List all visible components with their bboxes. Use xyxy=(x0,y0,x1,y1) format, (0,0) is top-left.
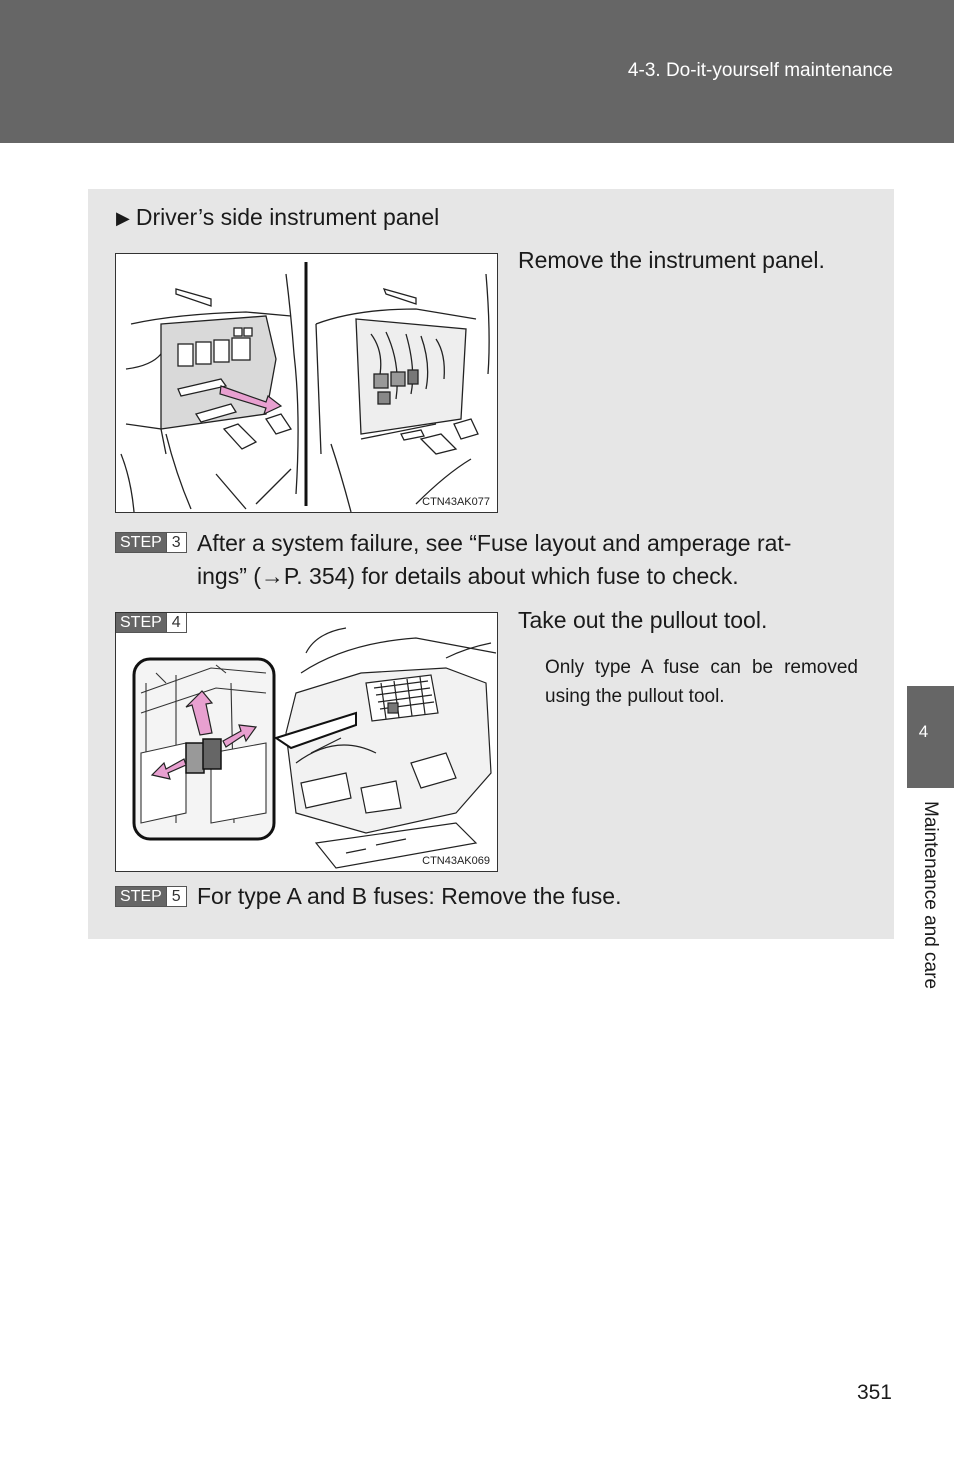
page-header xyxy=(0,0,954,143)
step-5-badge xyxy=(115,886,187,907)
page-number: 351 xyxy=(856,1381,892,1404)
chapter-label-text: Maintenance and care xyxy=(920,801,941,990)
section-heading xyxy=(116,204,439,231)
triangle-bullet-icon: ▶ xyxy=(116,208,130,228)
caption-remove-panel: Remove the instrument panel. xyxy=(518,247,825,273)
pullout-tool-illustration xyxy=(115,612,498,872)
instrument-panel-illustration xyxy=(115,253,498,513)
step-number: 3 xyxy=(166,533,186,552)
step-3-badge xyxy=(115,532,187,553)
section-title: 4-3. Do-it-yourself maintenance xyxy=(627,60,893,81)
step-4-text: Take out the pullout tool. xyxy=(518,607,768,633)
step-label: STEP xyxy=(116,533,166,552)
step-4-badge xyxy=(115,612,187,633)
chapter-number: 4 xyxy=(918,722,929,741)
step-3-line-2: ings” (→P. 354) for details about which fuse to check. xyxy=(197,563,739,589)
step-3-line-1: After a system failure, see “Fuse layout and amperage rat- xyxy=(197,530,792,556)
fuse-box-drawing xyxy=(116,613,498,872)
figure-code: CTN43AK069 xyxy=(422,855,490,867)
chapter-tab xyxy=(907,686,954,788)
section-heading-text: Driver’s side instrument panel xyxy=(135,204,440,230)
step-number: 4 xyxy=(166,613,186,632)
step-5-text: For type A and B fuses: Remove the fuse. xyxy=(197,883,622,909)
step-4-note: Only type A fuse can be removed using the pullout tool. xyxy=(545,657,858,707)
step-label: STEP xyxy=(116,887,166,906)
step-number: 5 xyxy=(166,887,186,906)
instrument-panel-drawing xyxy=(116,254,498,513)
figure-code: CTN43AK077 xyxy=(422,496,490,508)
step-label: STEP xyxy=(116,613,166,632)
